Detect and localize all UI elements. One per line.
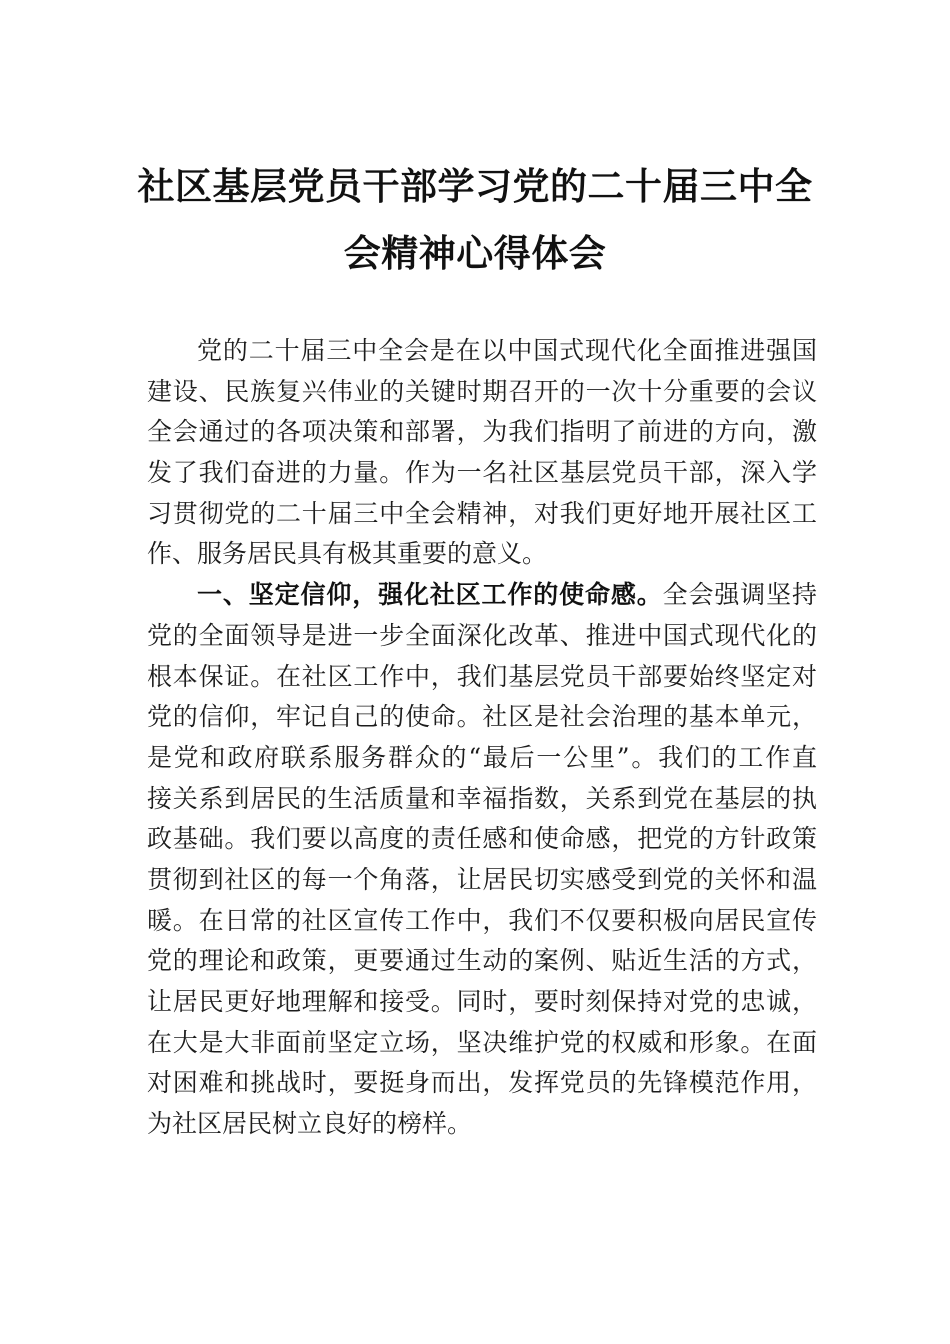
section-1-first-line bbox=[147, 575, 817, 616]
section-1-line: 暖。在日常的社区宣传工作中，我们不仅要积极向居民宣传 bbox=[147, 905, 817, 935]
document-title-line-2: 会精神心得体会 bbox=[343, 231, 607, 275]
paragraph-1-line: 发了我们奋进的力量。作为一名社区基层党员干部，深入学 bbox=[147, 458, 817, 488]
section-1-line: 对困难和挑战时，要挺身而出，发挥党员的先锋模范作用， bbox=[147, 1068, 817, 1098]
section-1-line: 为社区居民树立良好的榜样。 bbox=[147, 1109, 473, 1139]
paragraph-1-line: 习贯彻党的二十届三中全会精神，对我们更好地开展社区工 bbox=[147, 498, 817, 528]
section-1-line: 党的理论和政策，更要通过生动的案例、贴近生活的方式， bbox=[147, 946, 817, 976]
paragraph-1-line: 建设、民族复兴伟业的关键时期召开的一次十分重要的会议 bbox=[147, 376, 817, 406]
section-1-line: 在大是大非面前坚定立场，坚决维护党的权威和形象。在面 bbox=[147, 1027, 817, 1057]
section-1-line: 让居民更好地理解和接受。同时，要时刻保持对党的忠诚， bbox=[147, 987, 817, 1016]
section-1-line: 贯彻到社区的每一个角落，让居民切实感受到党的关怀和温 bbox=[147, 864, 817, 894]
section-1-line: 政基础。我们要以高度的责任感和使命感，把党的方针政策 bbox=[147, 824, 817, 854]
section-1-line: 接关系到居民的生活质量和幸福指数，关系到党在基层的执 bbox=[147, 783, 817, 813]
section-1-first-line-rest: 全会强调坚持 bbox=[662, 580, 817, 610]
section-1-heading: 一、坚定信仰，强化社区工作的使命感。 bbox=[197, 580, 663, 610]
document-body bbox=[147, 331, 817, 1145]
section-1-line: 党的信仰，牢记自己的使命。社区是社会治理的基本单元， bbox=[147, 702, 817, 732]
document-title-line-1: 社区基层党员干部学习党的二十届三中全 bbox=[137, 164, 813, 208]
paragraph-1-line: 作、服务居民具有极其重要的意义。 bbox=[147, 539, 548, 569]
section-1-line: 根本保证。在社区工作中，我们基层党员干部要始终坚定对 bbox=[147, 661, 817, 691]
paragraph-1-line: 全会通过的各项决策和部署，为我们指明了前进的方向，激 bbox=[147, 417, 817, 447]
paragraph-1-line: 党的二十届三中全会是在以中国式现代化全面推进强国 bbox=[197, 336, 817, 365]
section-1-line: 党的全面领导是进一步全面深化改革、推进中国式现代化的 bbox=[147, 620, 817, 650]
section-1-line: 是党和政府联系服务群众的“最后一公里”。我们的工作直 bbox=[147, 742, 817, 772]
